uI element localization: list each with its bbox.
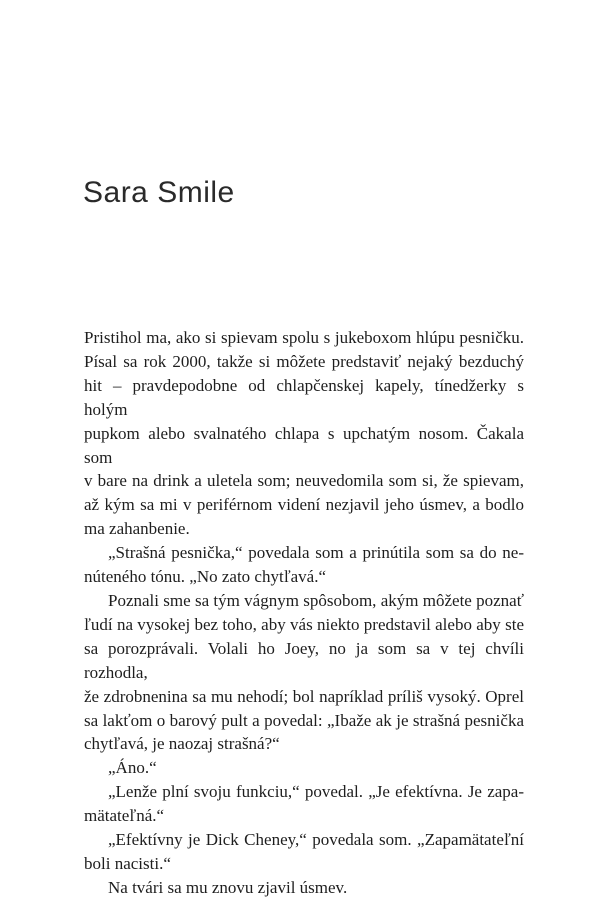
body-text xyxy=(84,326,524,900)
paragraph xyxy=(84,780,524,828)
text-line: chytľavá, je naozaj strašná?“ xyxy=(84,734,280,754)
paragraph xyxy=(84,541,524,589)
text-line: až kým sa mi v periférnom videní nezjavil jeho úsmev, a bodlo xyxy=(84,495,524,515)
text-line: Pristihol ma, ako si spievam spolu s jukeboxom hlúpu pesničku. xyxy=(84,328,524,347)
text-line: ma zahanbenie. xyxy=(84,519,190,539)
text-line: „Lenže plní svoju funkciu,“ povedal. „Je efektívna. Je zapa- xyxy=(108,782,524,802)
chapter-title: Sara Smile xyxy=(83,176,235,210)
text-line: hit – pravdepodobne od chlapčenskej kapely, tínedžerky s holým xyxy=(84,375,524,419)
paragraph xyxy=(84,326,524,541)
text-line: „Efektívny je Dick Cheney,“ povedala som. „Zapamätateľní xyxy=(108,830,524,850)
text-line: pupkom alebo svalnatého chlapa s upchatým nosom. Čakala som xyxy=(84,423,524,467)
text-line: ľudí na vysokej bez toho, aby vás niekto predstavil alebo aby ste xyxy=(84,614,524,634)
paragraph xyxy=(84,876,524,900)
text-line: sa porozprávali. Volali ho Joey, no ja som sa v tej chvíli rozhodla, xyxy=(84,638,524,682)
paragraph xyxy=(84,756,524,780)
text-line: Písal sa rok 2000, takže si môžete predstaviť nejaký bezduchý xyxy=(84,351,524,371)
paragraph xyxy=(84,589,524,756)
text-line: núteného tónu. „No zato chytľavá.“ xyxy=(84,567,326,587)
text-line: mätateľná.“ xyxy=(84,806,165,826)
text-line: sa lakťom o barový pult a povedal: „Ibaže ak je strašná pesnička xyxy=(84,710,524,730)
text-line: „Áno.“ xyxy=(108,758,157,778)
text-line: Poznali sme sa tým vágnym spôsobom, akým môžete poznať xyxy=(108,590,524,610)
text-line: boli nacisti.“ xyxy=(84,853,171,873)
paragraph xyxy=(84,828,524,876)
text-line: Na tvári sa mu znovu zjavil úsmev. xyxy=(108,877,348,897)
text-line: „Strašná pesnička,“ povedala som a prinútila som sa do ne- xyxy=(108,543,524,563)
text-line: v bare na drink a uletela som; neuvedomila som si, že spievam, xyxy=(84,471,524,491)
text-line: že zdrobnenina sa mu nehodí; bol napríklad príliš vysoký. Oprel xyxy=(84,686,524,706)
